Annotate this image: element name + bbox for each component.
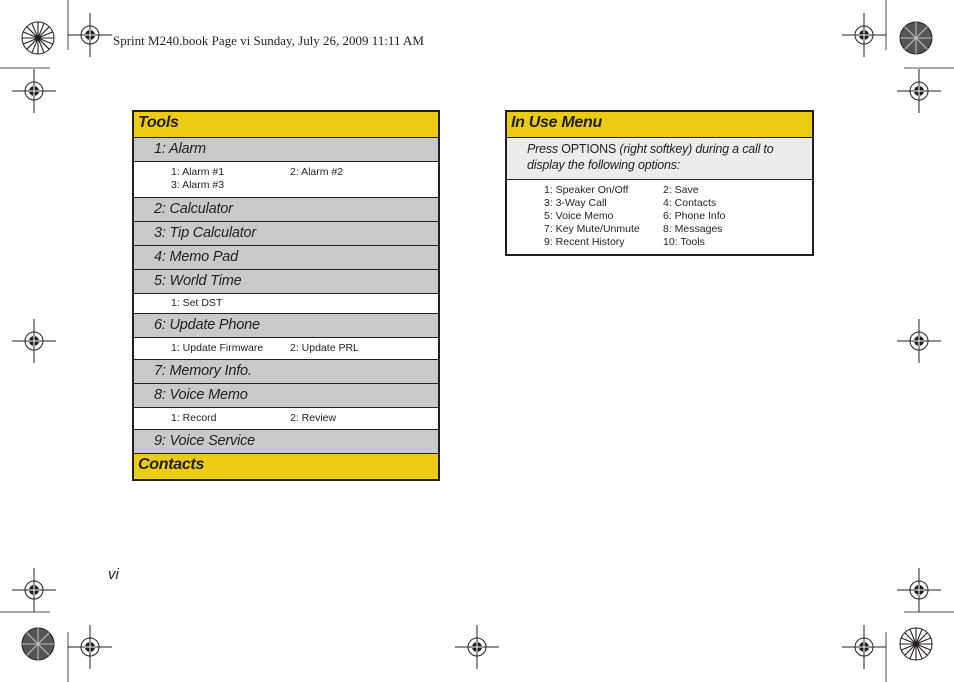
submenu-item: 2: Alarm #2 (290, 166, 344, 178)
menu-item-alarm: 1: Alarm (133, 138, 439, 162)
submenu-item: 1: Record (171, 412, 217, 424)
submenu-item: 1: Alarm #1 (171, 166, 225, 178)
print-header: Sprint M240.book Page vi Sunday, July 26, 2009 11:11 AM (113, 33, 424, 48)
submenu-item: 2: Review (290, 412, 337, 424)
contacts-heading: Contacts (133, 454, 439, 481)
option-item: 9: Recent History (544, 236, 625, 248)
option-item: 3: 3-Way Call (544, 197, 607, 209)
menu-item-world-time: 5: World Time (133, 270, 439, 294)
menu-item-voice-memo: 8: Voice Memo (133, 384, 439, 408)
option-item: 8: Messages (663, 223, 723, 235)
option-item: 7: Key Mute/Unmute (544, 223, 640, 235)
option-item: 4: Contacts (663, 197, 717, 209)
in-use-options-list (506, 180, 813, 256)
menu-item-memory-info: 7: Memory Info. (133, 360, 439, 384)
in-use-menu-heading: In Use Menu (506, 111, 813, 138)
submenu-item: 1: Update Firmware (171, 342, 264, 354)
tools-menu-table (132, 110, 440, 481)
menu-item-calculator: 2: Calculator (133, 198, 439, 222)
tools-heading: Tools (133, 111, 439, 138)
in-use-menu-description: Press OPTIONS (right softkey) during a call to display the following options: (506, 138, 813, 180)
alarm-submenu (133, 162, 439, 198)
in-use-menu-table (505, 110, 814, 256)
option-item: 1: Speaker On/Off (544, 184, 629, 196)
update-phone-submenu (133, 338, 439, 360)
world-time-submenu (133, 294, 439, 314)
menu-item-tip-calculator: 3: Tip Calculator (133, 222, 439, 246)
submenu-item: 1: Set DST (171, 297, 223, 309)
submenu-item: 2: Update PRL (290, 342, 359, 354)
option-item: 5: Voice Memo (544, 210, 614, 222)
menu-item-memo-pad: 4: Memo Pad (133, 246, 439, 270)
voice-memo-submenu (133, 408, 439, 430)
option-item: 10: Tools (663, 236, 705, 248)
page-number: vi (108, 566, 119, 583)
option-item: 2: Save (663, 184, 699, 196)
menu-item-voice-service: 9: Voice Service (133, 430, 439, 454)
menu-item-update-phone: 6: Update Phone (133, 314, 439, 338)
submenu-item: 3: Alarm #3 (171, 179, 225, 191)
option-item: 6: Phone Info (663, 210, 726, 222)
options-key-label: OPTIONS (561, 142, 617, 156)
